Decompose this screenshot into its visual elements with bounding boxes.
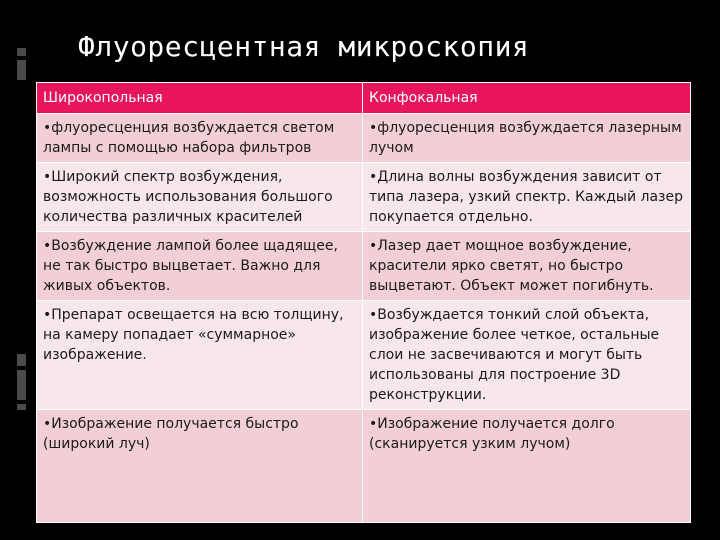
table-header-row [37, 83, 691, 114]
table-cell-confocal: •Возбуждается тонкий слой объекта, изображение более четкое, остальные слои не засвечиваются и могут быть использованы для построение 3D реконструкции. [363, 301, 691, 410]
decor-bar [17, 48, 26, 56]
table-cell-widefield: •Возбуждение лампой более щадящее, не так быстро выцветает. Важно для живых объектов. [37, 232, 363, 301]
table-cell-widefield: •Препарат освещается на всю толщину, на камеру попадает «суммарное» изображение. [37, 301, 363, 410]
table-row [37, 163, 691, 232]
table-row [37, 301, 691, 410]
decor-bar [17, 60, 26, 80]
slide-title: Флуоресцентная микроскопия [78, 30, 530, 63]
table-cell-confocal: •Изображение получается долго (сканируется узким лучом) [363, 410, 691, 523]
table-cell-widefield: •флуоресценция возбуждается светом лампы с помощью набора фильтров [37, 114, 363, 163]
comparison-table [36, 82, 691, 523]
header-confocal: Конфокальная [363, 83, 691, 114]
decor-bar [17, 370, 26, 400]
table-row [37, 232, 691, 301]
decor-bar [17, 354, 26, 366]
header-widefield: Широкопольная [37, 83, 363, 114]
decor-bar [17, 404, 26, 410]
table-row [37, 114, 691, 163]
table-cell-widefield: •Изображение получается быстро (широкий луч) [37, 410, 363, 523]
table-cell-confocal: •флуоресценция возбуждается лазерным лучом [363, 114, 691, 163]
table-cell-confocal: •Длина волны возбуждения зависит от типа лазера, узкий спектр. Каждый лазер покупается отдельно. [363, 163, 691, 232]
table-cell-confocal: •Лазер дает мощное возбуждение, красители ярко светят, но быстро выцветают. Объект может погибнуть. [363, 232, 691, 301]
table-cell-widefield: •Широкий спектр возбуждения, возможность использования большого количества различных красителей [37, 163, 363, 232]
table-row [37, 410, 691, 523]
